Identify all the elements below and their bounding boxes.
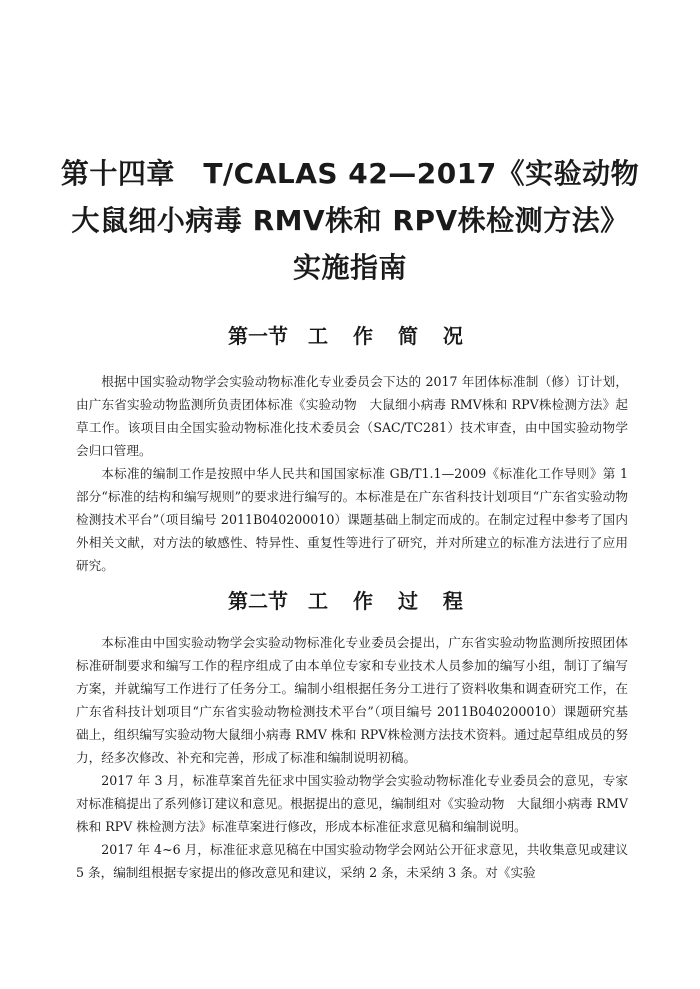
paragraph: 本标准由中国实验动物学会实验动物标准化专业委员会提出，广东省实验动物监测所按照团体标准研制要求和编写工作的程序组成了由本单位专家和专业技术人员参加的编写小组，制订了编写方案，并就编写工作进行了任务分工。编制小组根据任务分工进行了资料收集和调查研究工作，在广东省科技计划项目“广东省实验动物检测技术平台”（项目编号 2011B040200010）课题研究基础上，组织编写实验动物大鼠细小病毒 RMV 株和 RPV株检测方法技术资料。通过起草组成员的努力，经多次修改、补充和完善，形成了标准和编制说明初稿。 <box>76 635 628 765</box>
paragraph: 2017 年 4~6 月，标准征求意见稿在中国实验动物学会网站公开征求意见，共收集意见或建议 5 条，编制组根据专家提出的修改意见和建议，采纳 2 条，未采纳 3 条。对《实验 <box>76 842 628 880</box>
section-heading-2 <box>60 587 640 615</box>
chapter-title-line: 实施指南 <box>292 251 407 284</box>
section-heading-1 <box>60 322 640 350</box>
section-number: 第二节 <box>228 589 289 613</box>
section-title: 工 作 过 程 <box>308 589 472 613</box>
section-title: 工 作 简 况 <box>308 324 472 348</box>
chapter-title-line: 第十四章 T/CALAS 42—2017《实验动物 <box>60 157 640 190</box>
section-number: 第一节 <box>228 324 289 348</box>
section-2-body <box>76 631 628 884</box>
section-1-body <box>76 370 628 577</box>
chapter-title-line: 大鼠细小病毒 RMV株和 RPV株检测方法》 <box>71 204 629 237</box>
paragraph: 2017 年 3 月，标准草案首先征求中国实验动物学会实验动物标准化专业委员会的意见，专家对标准稿提出了系列修订建议和意见。根据提出的意见，编制组对《实验动物 大鼠细小病毒 RMV 株和 RPV 株检测方法》标准草案进行修改，形成本标准征求意见稿和编制说明。 <box>76 773 628 834</box>
paragraph: 根据中国实验动物学会实验动物标准化专业委员会下达的 2017 年团体标准制（修）订计划，由广东省实验动物监测所负责团体标准《实验动物 大鼠细小病毒 RMV株和 RPV株检测方法》起草工作。该项目由全国实验动物标准化技术委员会（SAC/TC281）技术审查，由中国实验动物学会归口管理。 <box>76 374 628 458</box>
paragraph: 本标准的编制工作是按照中华人民共和国国家标准 GB/T1.1—2009《标准化工作导则》第 1 部分“标准的结构和编写规则”的要求进行编写的。本标准是在广东省科技计划项目“广东省实验动物检测技术平台”（项目编号 2011B040200010）课题基础上制定而成的。在制定过程中参考了国内外相关文献，对方法的敏感性、特异性、重复性等进行了研究，并对所建立的标准方法进行了应用研究。 <box>76 466 628 573</box>
chapter-title <box>60 150 640 291</box>
